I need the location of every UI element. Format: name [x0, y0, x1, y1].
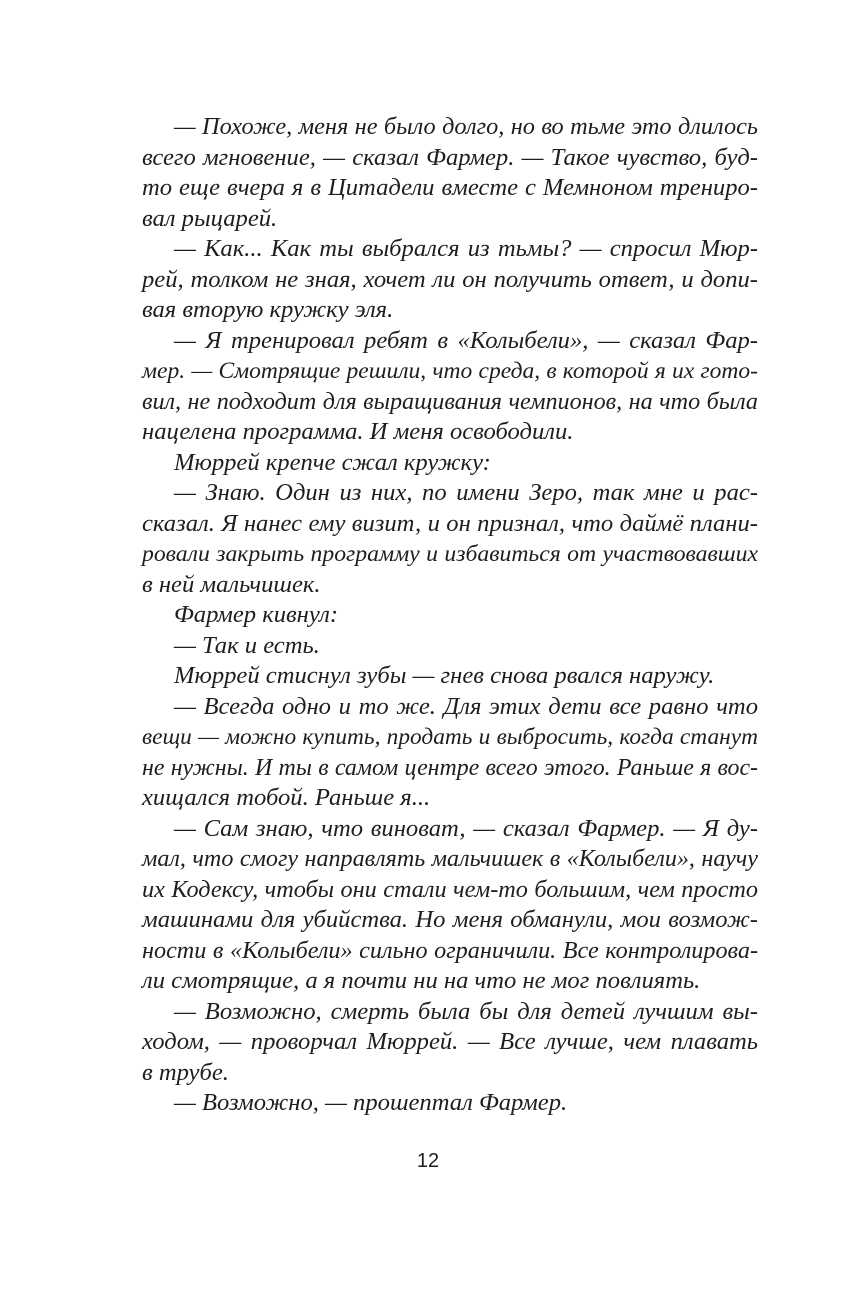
text-line: вещи — можно купить, продать и выбросить, когда станут — [142, 724, 758, 750]
text-line: нацелена программа. И меня освободили. — [142, 418, 574, 445]
text-line: всего мгновение, — сказал Фармер. — Такое чувство, буд- — [142, 143, 758, 171]
page-number: 12 — [416, 1150, 440, 1172]
text-line: — Всегда одно и то же. Для этих дети все равно что — [174, 692, 758, 720]
text-line: сказал. Я нанес ему визит, и он признал, что даймё плани- — [142, 509, 758, 537]
text-line: ности в «Колыбели» сильно ограничили. Все контролирова- — [142, 936, 758, 964]
text-line: мер. — Смотрящие решили, что среда, в которой я их гото- — [142, 358, 758, 384]
text-line: Мюррей крепче сжал кружку: — [174, 448, 491, 476]
text-line: ли смотрящие, а я почти ни на что не мог повлиять. — [142, 967, 701, 994]
text-line: — Похоже, меня не было долго, но во тьме это длилось — [174, 113, 758, 140]
text-line: их Кодексу, чтобы они стали чем-то большим, чем просто — [142, 875, 758, 903]
text-line: ходом, — проворчал Мюррей. — Все лучше, чем плавать — [142, 1028, 758, 1055]
text-line: вая вторую кружку эля. — [142, 296, 394, 323]
text-line: рей, толком не зная, хочет ли он получить ответ, и допи- — [142, 265, 758, 293]
text-line: — Знаю. Один из них, по имени Зеро, так мне и рас- — [174, 479, 758, 506]
text-line: — Так и есть. — [174, 631, 320, 659]
text-line: мал, что смогу направлять мальчишек в «Колыбели», научу — [142, 846, 758, 872]
text-line: — Возможно, — прошептал Фармер. — [174, 1089, 568, 1116]
text-line: машинами для убийства. Но меня обманули, мои возмож- — [142, 906, 758, 933]
text-line: в ней мальчишек. — [142, 570, 321, 598]
text-line: не нужны. И ты в самом центре всего этого. Раньше я вос- — [142, 754, 758, 781]
text-line: — Как... Как ты выбрался из тьмы? — спросил Мюр- — [174, 235, 758, 262]
text-line: вил, не подходит для выращивания чемпионов, на что была — [142, 387, 758, 415]
text-line: Мюррей стиснул зубы — гнев снова рвался наружу. — [174, 662, 715, 689]
text-line: Фармер кивнул: — [174, 601, 339, 628]
text-line: ровали закрыть программу и избавиться от участвовавших — [142, 541, 758, 567]
text-line: — Сам знаю, что виноват, — сказал Фармер. — Я ду- — [174, 814, 758, 842]
book-page-text — [142, 112, 758, 1119]
text-line: хищался тобой. Раньше я... — [142, 784, 431, 811]
text-line: — Я тренировал ребят в «Колыбели», — сказал Фар- — [174, 326, 758, 354]
text-line: вал рыцарей. — [142, 204, 278, 232]
text-line: — Возможно, смерть была бы для детей лучшим вы- — [174, 997, 758, 1025]
text-line: в трубе. — [142, 1058, 229, 1086]
text-line: то еще вчера я в Цитадели вместе с Мемноном трениро- — [142, 174, 758, 201]
